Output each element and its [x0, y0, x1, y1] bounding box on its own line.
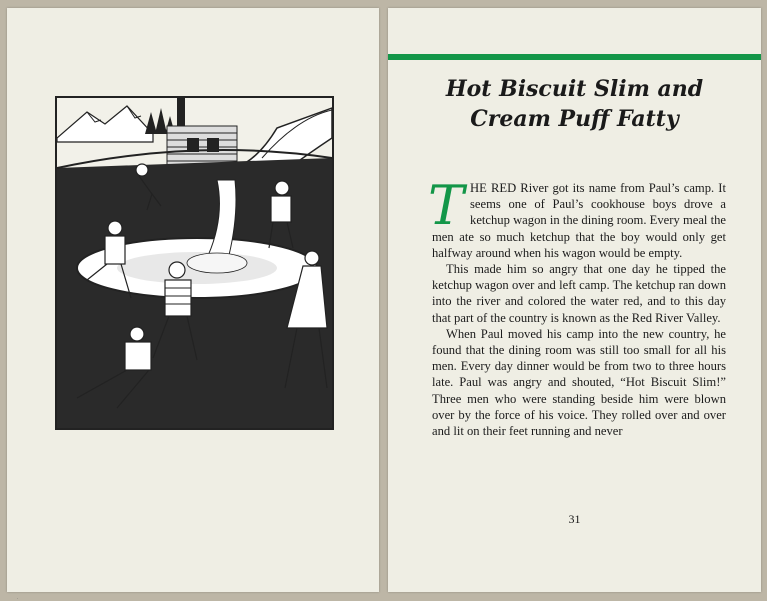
right-page: [388, 8, 761, 592]
paragraph-2: This made him so angry that one day he tipped the ketchup wagon over and left camp. The ketchup ran down into the river and colored the water red, and to this day that part of the country is known as the Red River Valley.: [432, 262, 726, 325]
lumberjack-cooks-illustration: [57, 98, 332, 428]
left-page: [7, 8, 379, 601]
green-header-rule: [388, 54, 761, 60]
dropcap-letter: T: [428, 174, 465, 237]
story-body: [428, 174, 726, 439]
paragraph-1-text: HE RED River got its name from Paul’s camp. It seems one of Paul’s cookhouse boys drove a ketchup wagon in the dining room. Every meal the men ate so much ketchup that the boy would only get halfway around when his wagon would be empty.: [432, 181, 726, 260]
page-number: 31: [568, 512, 581, 526]
illustration: [55, 96, 334, 430]
paragraph-3: When Paul moved his camp into the new country, he found that the dining room was still too small for all his men. Every day dinner would be from two to three hours late. Paul was angry and shouted, “Hot Biscuit Slim!” Three men who were standing beside him were blown over by the force of his voice. They rolled over and over and lit on their feet running and never: [432, 326, 726, 439]
paragraph-1: [428, 174, 726, 261]
story-title: Hot Biscuit Slim and Cream Puff Fatty: [445, 76, 704, 132]
page-edge-mark: ·: [17, 596, 19, 601]
